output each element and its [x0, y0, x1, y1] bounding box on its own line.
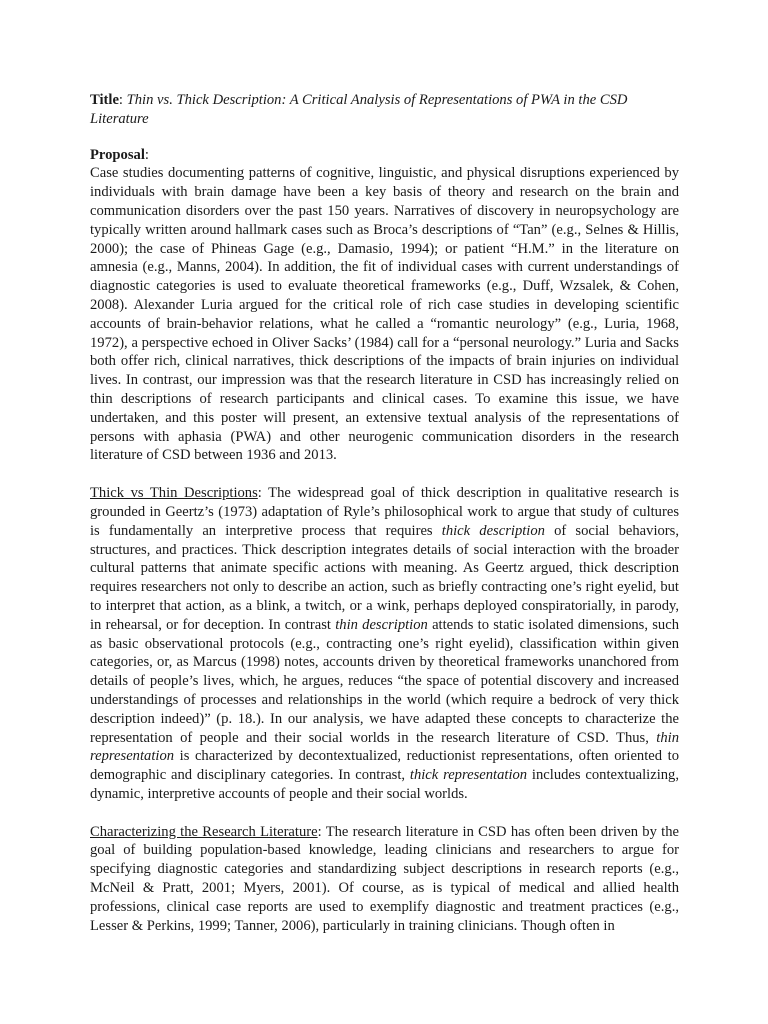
proposal-label: Proposal [90, 146, 145, 163]
thick-thin-text-3: attends to static isolated dimensions, such as basic observational protocols (e.g., contracting one’s right eyelid), classification within given categories, or, as Marcus (1998) notes, accounts driven by theoretical frameworks unanchored from details of people’s lives, which, he argues, reduces “the space of potential discovery and increased understandings of processes and relationships in the world (which require a bedrock of very thick description indeed)” (p. 18.). In our analysis, we have adapted these concepts to characterize the representation of people and their social worlds in the research literature of CSD. Thus, [90, 616, 679, 746]
title-text: Thin vs. Thick Description: A Critical Analysis of Representations of PWA in the CSD Literature [90, 92, 628, 127]
document-title [90, 91, 679, 129]
thick-thin-text-1: The widespread goal of thick description in qualitative research is grounded in Geertz’s (1973) adaptation of Ryle’s philosophical work to argue that study of cultures is fundamentally an interpretive process that requires [90, 485, 680, 539]
proposal-section [90, 146, 679, 466]
document-page [90, 91, 679, 954]
proposal-separator: : [144, 146, 149, 163]
thick-thin-paragraph [90, 484, 679, 804]
thin-description-term: thin description [335, 616, 428, 633]
research-literature-separator: : [317, 823, 322, 840]
thick-representation-term: thick representation [409, 767, 528, 784]
research-literature-paragraph [90, 823, 679, 936]
thick-description-term: thick description [441, 522, 545, 539]
thick-thin-text-2: of social behaviors, structures, and practices. Thick description integrates details of social interaction with the broader cultural patterns that animate specific actions with meaning. As Geertz argued, thick description requires researchers not only to describe an action, such as briefly contracting one’s right eyelid, but to interpret that action, as a blink, a twitch, or a wink, perhaps deployed conspiratorially, in parody, in rehearsal, or for deception. In contrast [90, 522, 679, 633]
thick-thin-text-4: is characterized by decontextualized, reductionist representations, often oriented to demographic and disciplinary categories. In contrast, [90, 748, 679, 784]
research-literature-text: The research literature in CSD has often been driven by the goal of building population-based knowledge, leading clinicians and researchers to argue for specifying diagnostic categories and standardizing subject descriptions in research reports (e.g., McNeil & Pratt, 2001; Myers, 2001). Of course, as is typical of medical and allied health professions, clinical case reports are used to exemplify diagnostic and treatment practices (e.g., Lesser & Perkins, 1999; Tanner, 2006), particularly in training clinicians. Though often in [90, 823, 679, 934]
thin-representation-term: thin representation [90, 729, 679, 765]
research-literature-heading: Characterizing the Research Literature [90, 823, 318, 840]
proposal-heading [90, 146, 679, 165]
title-label: Title [90, 92, 119, 108]
proposal-paragraph: Case studies documenting patterns of cognitive, linguistic, and physical disruptions experienced by individuals with brain damage have been a key basis of theory and research on the brain and communication disorders over the past 150 years. Narratives of discovery in neuropsychology are typically written around hallmark cases such as Broca’s descriptions of “Tan” (e.g., Selnes & Hillis, 2000); the case of Phineas Gage (e.g., Damasio, 1994); or patient “H.M.” in the literature on amnesia (e.g., Manns, 2004). In addition, the fit of individual cases with current understandings of diagnostic categories is used to evaluate theoretical frameworks (e.g., Duff, Wzsalek, & Cohen, 2008). Alexander Luria argued for the critical role of rich case studies in developing scientific accounts of brain-behavior relations, what he called a “romantic neurology” (e.g., Luria, 1968, 1972), a perspective echoed in Oliver Sacks’ (1984) call for a “personal neurology.” Luria and Sacks both offer rich, clinical narratives, thick descriptions of the impacts of brain injuries on individual lives. In contrast, our impression was that the research literature in CSD has increasingly relied on thin descriptions of research participants and clinical cases. To examine this issue, we have undertaken, and this poster will present, an extensive textual analysis of the representations of persons with aphasia (PWA) and other neurogenic communication disorders in the research literature of CSD between 1936 and 2013. [90, 165, 679, 464]
thick-thin-separator: : [257, 485, 262, 502]
thick-thin-heading: Thick vs Thin Descriptions [90, 485, 258, 502]
title-separator: : [118, 92, 127, 108]
thick-thin-text-5: includes contextualizing, dynamic, interpretive accounts of people and their social worlds. [90, 767, 679, 802]
